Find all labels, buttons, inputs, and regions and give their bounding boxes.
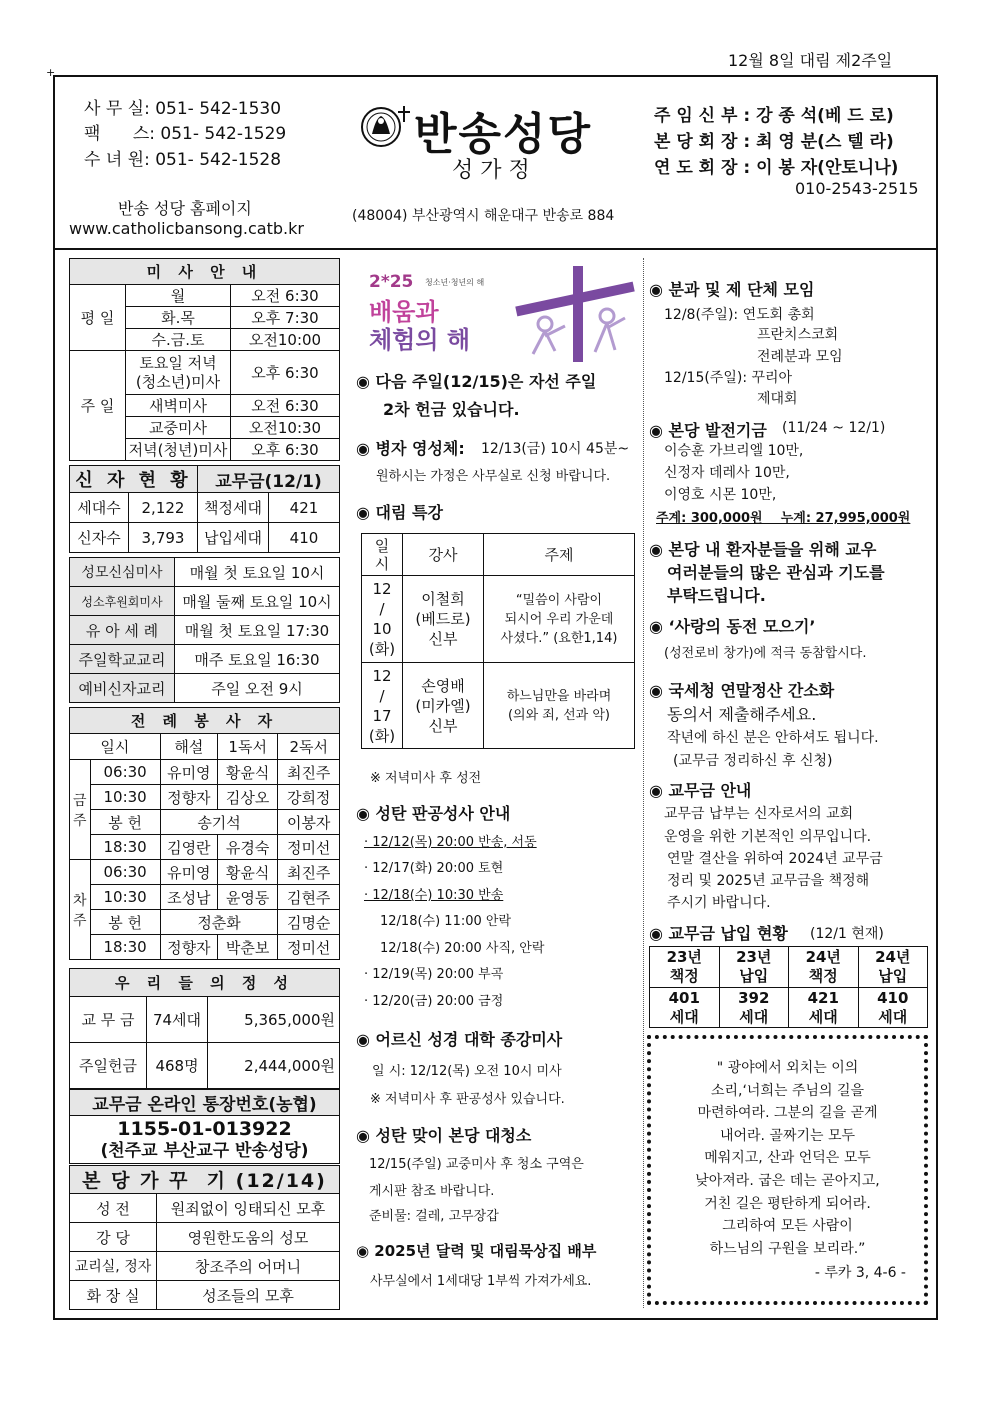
members-label: 신자수 [70, 523, 129, 553]
church-name: 반송성당 [414, 109, 593, 160]
mass-time: 오전10:30 [231, 417, 340, 439]
week1-label: 금 주 [70, 760, 91, 860]
lecture-topic: “밀씀이 사람이 되시어 우리 가운데 사셨다.” (요한1,14) [484, 576, 635, 663]
cleaning-line: 게시판 참조 바랍니다. [369, 1184, 495, 1199]
corner-mark: + [46, 66, 56, 79]
mass-time: 오전 6:30 [231, 285, 340, 307]
offering-amount: 2,444,000원 [208, 1043, 340, 1089]
server-time: 06:30 [90, 760, 160, 785]
lecture-topic: 하느님만을 바라며 (의와 죄, 선과 악) [484, 663, 635, 749]
mass-day: 수.금.토 [126, 329, 231, 351]
homepage-label: 반송 성당 홈페이지 [118, 199, 252, 218]
mass-time: 오후 6:30 [231, 351, 340, 395]
penance-item: · 12/17(화) 20:00 토현 [364, 861, 504, 876]
elder-date: 일 시: 12/12(목) 오전 10시 미사 [372, 1064, 562, 1079]
offering-table [69, 968, 340, 1089]
mass-time: 오후 6:30 [231, 439, 340, 461]
penance-item: · 12/12(목) 20:00 반송, 서동 [364, 835, 537, 850]
penance-item: · 12/18(수) 10:30 반송 [364, 888, 504, 903]
group-line: 프란치스코회 [757, 327, 839, 343]
communion-note: 원하시는 가정은 사무실로 신청 바랍니다. [376, 469, 611, 484]
schedule-when: 매월 첫 토요일 10시 [175, 558, 340, 587]
group-line: 12/15(주일): 꾸리아 [664, 370, 793, 386]
server-name: 정향자 [160, 785, 217, 810]
church-subtitle: 성 가 정 [452, 158, 530, 183]
church-logo-icon [354, 104, 412, 150]
schedule-name: 주일학교교리 [70, 645, 175, 674]
members-value: 2,122 [129, 493, 198, 523]
scripture-quote: " 광야에서 외치는 이의 소리,‘너희는 주님의 길을 마련하여라. 그분의 길을 곧게 내어라. 골짜기는 모두 메워지고, 산과 언덕은 모두 낮아져라. 굽은 데는 곧아지고, 거친 길은 평탄하게 되어라. 그리하여 모든 사람이 하느님의 구원을 보리라.” [695, 1060, 880, 1257]
coin-title: ◉ ‘사랑의 동전 모으기’ [649, 617, 816, 636]
charity-notice: ◉ 다음 주일(12/15)은 자선 주일 [356, 372, 597, 391]
schedule-name: 유 아 세 례 [70, 616, 175, 645]
servers-header: 일시 [70, 734, 161, 760]
communion-date: 12/13(금) 10시 45분~ [481, 441, 630, 457]
dues-guide-title: ◉ 교무금 안내 [649, 781, 752, 800]
penance-item: · 12/20(금) 20:00 금정 [364, 994, 504, 1009]
decor-table [69, 1165, 340, 1310]
dues-line: 교무금 납부는 신자로서의 교회 [664, 806, 854, 822]
homepage-link[interactable]: www.catholicbansong.catb.kr [69, 219, 304, 238]
servers-header: 1독서 [217, 734, 277, 760]
members-table [69, 465, 340, 553]
lecture-speaker: 손영배 (미카엘) 신부 [403, 663, 484, 749]
mass-day: 새벽미사 [126, 395, 231, 417]
council-president: 본 당 회 장 : 최 영 분(스 텔 라) [654, 132, 894, 152]
servers-table [69, 707, 340, 960]
server-time: 10:30 [90, 785, 160, 810]
decor-title: 본 당 가 꾸 기 (12/14) [70, 1166, 340, 1194]
account-number: 1155-01-013922 [117, 1117, 292, 1140]
server-name: 정미선 [278, 935, 340, 960]
schedule-name: 성소후원회미사 [70, 587, 175, 616]
tax-title-2: 동의서 제출해주세요. [667, 705, 817, 724]
members-label: 납입세대 [198, 523, 269, 553]
status-header: 23년 책정 [650, 947, 720, 988]
servers-header: 해설 [160, 734, 217, 760]
server-name: 김상오 [217, 785, 277, 810]
coin-note: (성전로비 창가)에 적극 동참합시다. [664, 646, 867, 661]
schedule-table [69, 557, 340, 703]
communion-title: ◉ 병자 영성체: [356, 439, 465, 458]
server-name: 송기석 [160, 810, 278, 835]
dues-status-title: ◉ 교무금 납입 현황 [649, 924, 788, 943]
mass-time: 오전 6:30 [231, 395, 340, 417]
server-name: 김영란 [160, 835, 217, 860]
group-line: 제대회 [757, 391, 798, 407]
cleaning-line: 준비물: 걸레, 고무장갑 [369, 1209, 499, 1224]
dues-status-table [649, 946, 928, 1028]
status-header: 24년 납입 [858, 947, 928, 988]
servers-header: 2독서 [278, 734, 340, 760]
account-table [69, 1089, 340, 1164]
offering-count: 74세대 [147, 997, 208, 1043]
status-value: 410 세대 [858, 988, 928, 1028]
server-name: 최진주 [278, 760, 340, 785]
lecture-date: 12 / 10 (화) [362, 576, 403, 663]
account-title: 교무금 온라인 통장번호(농협) [70, 1090, 340, 1116]
mass-title: 미 사 안 내 [70, 259, 340, 285]
penance-item: 12/18(수) 20:00 사직, 안락 [380, 941, 545, 956]
server-name: 유경숙 [217, 835, 277, 860]
server-name: 최진주 [278, 860, 340, 885]
elder-title: ◉ 어르신 성경 대학 종강미사 [356, 1030, 563, 1049]
fund-line: 이영호 시몬 10만, [664, 487, 777, 503]
server-name: 강희정 [278, 785, 340, 810]
mass-time: 오후 7:30 [231, 307, 340, 329]
dues-line: 운영을 위한 기본적인 의무입니다. [664, 829, 872, 845]
calendar-title: ◉ 2025년 달력 및 대림묵상집 배부 [356, 1242, 597, 1260]
members-title: 신 자 현 황 [70, 466, 198, 493]
offering-title: 우 리 들 의 정 성 [70, 969, 340, 997]
status-value: 392 세대 [719, 988, 789, 1028]
mass-time: 오전10:00 [231, 329, 340, 351]
association-president: 연 도 회 장 : 이 봉 자(안토니나) [654, 158, 899, 178]
header-divider [53, 248, 938, 250]
charity-notice-2: 2차 헌금 있습니다. [383, 400, 520, 419]
lecture-header: 주제 [484, 534, 635, 576]
fund-total: 주계: 300,000원 누계: 27,995,000원 [656, 511, 911, 526]
mass-day: 교중미사 [126, 417, 231, 439]
dues-line: 연말 결산을 위하여 2024년 교무금 [667, 851, 883, 867]
association-phone: 010-2543-2515 [795, 179, 919, 198]
schedule-name: 성모신심미사 [70, 558, 175, 587]
decor-group: 창조주의 어머니 [157, 1252, 340, 1281]
server-name: 김현주 [278, 885, 340, 910]
penance-item: · 12/19(목) 20:00 부곡 [364, 967, 504, 982]
year-banner [355, 266, 637, 362]
decor-group: 영원한도움의 성모 [157, 1223, 340, 1252]
week2-label: 차 주 [70, 860, 91, 960]
scripture-box [647, 1035, 928, 1305]
server-time: 18:30 [90, 935, 160, 960]
fund-period: (11/24 ~ 12/1) [782, 420, 886, 436]
decor-place: 교리실, 정자 [70, 1252, 157, 1281]
fax-number: 팩 스: 051- 542-1529 [84, 124, 287, 144]
patients-line: ◉ 본당 내 환자분들을 위해 교우 [649, 540, 877, 559]
decor-group: 원죄없이 잉태되신 모후 [157, 1194, 340, 1223]
server-name: 박춘보 [217, 935, 277, 960]
decor-place: 화 장 실 [70, 1281, 157, 1310]
server-name: 정미선 [278, 835, 340, 860]
banner-year: 2*25 [369, 272, 414, 292]
mass-day: 화.목 [126, 307, 231, 329]
elder-note: ※ 저녁미사 후 판공성사 있습니다. [370, 1092, 565, 1107]
lecture-table [361, 533, 635, 749]
server-name: 황윤식 [217, 860, 277, 885]
dues-title: 교무금(12/1) [198, 466, 340, 493]
server-name: 유미영 [160, 860, 217, 885]
mass-day: 저녁(청년)미사 [126, 439, 231, 461]
dues-line: 정리 및 2025년 교무금을 책정해 [667, 873, 870, 889]
pastor-name: 주 임 신 부 : 강 종 석(베 드 로) [654, 106, 894, 126]
status-header: 23년 납입 [719, 947, 789, 988]
schedule-when: 매월 둘째 토요일 10시 [175, 587, 340, 616]
status-header: 24년 책정 [789, 947, 859, 988]
decor-place: 성 전 [70, 1194, 157, 1223]
fund-title: ◉ 본당 발전기금 [649, 421, 767, 440]
banner-line2: 배움과 [369, 298, 439, 326]
calendar-note: 사무실에서 1세대당 1부씩 가져가세요. [370, 1274, 592, 1289]
offering-amount: 5,365,000원 [208, 997, 340, 1043]
groups-title: ◉ 분과 및 제 단체 모임 [649, 280, 815, 299]
server-name: 김명순 [278, 910, 340, 935]
weekday-label: 평 일 [70, 285, 126, 351]
tax-note: (교무금 정리하신 후 신청) [673, 753, 833, 769]
banner-line3: 체험의 해 [369, 326, 471, 354]
lecture-speaker: 이철희 (베드로) 신부 [403, 576, 484, 663]
tax-note: 작년에 하신 분은 안하셔도 됩니다. [667, 730, 879, 746]
server-time: 봉 헌 [90, 810, 160, 835]
lecture-note: ※ 저녁미사 후 성전 [370, 771, 482, 786]
schedule-when: 매월 첫 토요일 17:30 [175, 616, 340, 645]
cross-figure-icon [515, 266, 637, 362]
server-name: 정향자 [160, 935, 217, 960]
column-divider [643, 258, 645, 1308]
fund-line: 신정자 데레사 10만, [664, 465, 790, 481]
group-line: 12/8(주일): 연도회 총회 [664, 307, 815, 323]
patients-line: 여러분들의 많은 관심과 기도를 [667, 563, 885, 582]
cleaning-line: 12/15(주일) 교중미사 후 청소 구역은 [369, 1157, 584, 1172]
patients-line: 부탁드립니다. [667, 586, 766, 605]
server-name: 이봉자 [278, 810, 340, 835]
schedule-name: 예비신자교리 [70, 674, 175, 703]
church-address: (48004) 부산광역시 해운대구 반송로 884 [352, 208, 615, 224]
advent-lecture-title: ◉ 대림 특강 [356, 503, 443, 522]
penance-item: 12/18(수) 11:00 안락 [380, 914, 512, 929]
mass-day: 토요일 저녁 (청소년)미사 [126, 351, 231, 395]
account-holder: (천주교 부산교구 반송성당) [100, 1140, 309, 1161]
scripture-reference: - 루카 3, 4-6 - [814, 1265, 906, 1281]
server-name: 조성남 [160, 885, 217, 910]
server-name: 유미영 [160, 760, 217, 785]
group-line: 전례분과 모임 [757, 349, 843, 365]
cleaning-title: ◉ 성탄 맞이 본당 대청소 [356, 1126, 532, 1145]
convent-phone: 수 녀 원: 051- 542-1528 [84, 150, 282, 170]
penance-title: ◉ 성탄 판공성사 안내 [356, 804, 511, 823]
mass-day: 월 [126, 285, 231, 307]
mass-table [69, 258, 340, 461]
lecture-date: 12 / 17 (화) [362, 663, 403, 749]
tax-title: ◉ 국세청 연말정산 간소화 [649, 681, 835, 700]
lecture-header: 강사 [403, 534, 484, 576]
schedule-when: 주일 오전 9시 [175, 674, 340, 703]
server-time: 10:30 [90, 885, 160, 910]
office-phone: 사 무 실: 051- 542-1530 [84, 99, 282, 119]
status-value: 421 세대 [789, 988, 859, 1028]
decor-place: 강 당 [70, 1223, 157, 1252]
bulletin-date: 12월 8일 대림 제2주일 [728, 51, 893, 70]
dues-status-date: (12/1 현재) [810, 926, 884, 942]
members-value: 410 [269, 523, 340, 553]
schedule-when: 매주 토요일 16:30 [175, 645, 340, 674]
lecture-header: 일 시 [362, 534, 403, 576]
server-name: 윤영동 [217, 885, 277, 910]
server-time: 06:30 [90, 860, 160, 885]
members-label: 책정세대 [198, 493, 269, 523]
members-value: 3,793 [129, 523, 198, 553]
servers-title: 전 례 봉 사 자 [70, 708, 340, 734]
banner-small: 청소년·청년의 해 [425, 278, 485, 287]
offering-label: 주일헌금 [70, 1043, 147, 1089]
fund-line: 이승훈 가브리엘 10만, [664, 443, 804, 459]
sunday-label: 주 일 [70, 351, 126, 461]
members-label: 세대수 [70, 493, 129, 523]
server-name: 황윤식 [217, 760, 277, 785]
server-time: 봉 헌 [90, 910, 160, 935]
offering-label: 교 무 금 [70, 997, 147, 1043]
dues-line: 주시기 바랍니다. [667, 895, 771, 911]
offering-count: 468명 [147, 1043, 208, 1089]
server-time: 18:30 [90, 835, 160, 860]
server-name: 정춘화 [160, 910, 278, 935]
members-value: 421 [269, 493, 340, 523]
decor-group: 성조들의 모후 [157, 1281, 340, 1310]
status-value: 401 세대 [650, 988, 720, 1028]
